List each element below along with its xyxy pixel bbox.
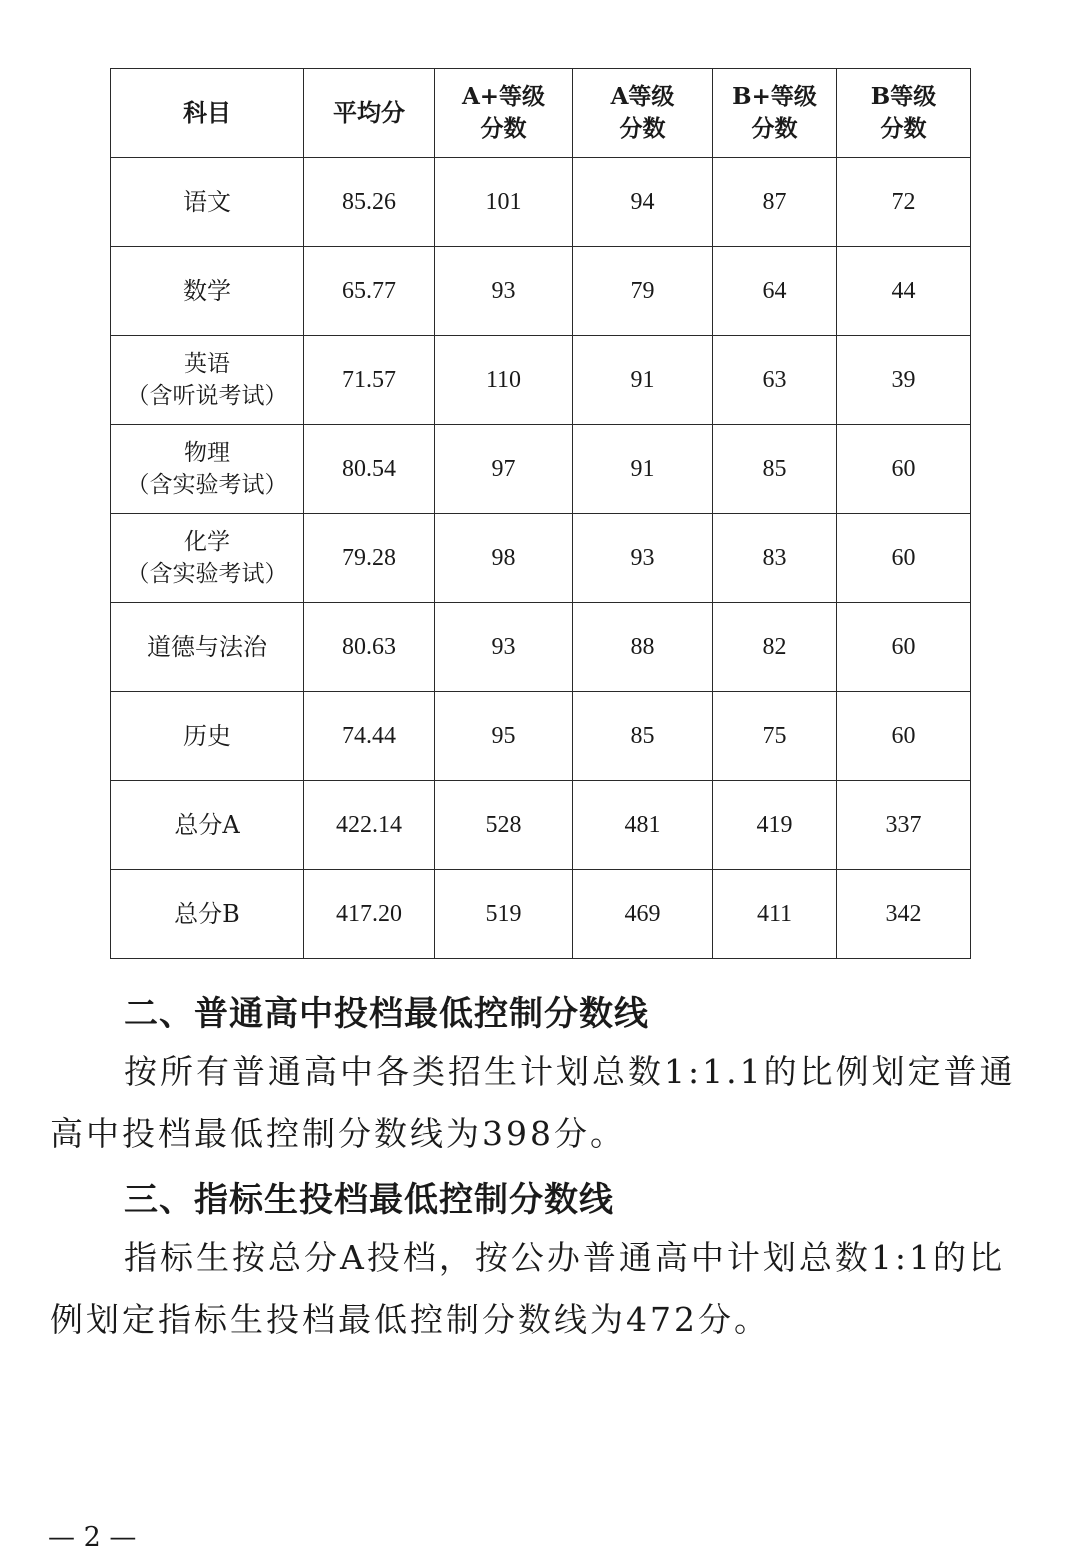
- subject-cell: [111, 158, 304, 247]
- subject-cell: [111, 247, 304, 336]
- header-a: A等级 分数: [573, 69, 713, 158]
- average-cell: 74.44: [304, 692, 435, 781]
- subject-cell: [111, 514, 304, 603]
- average-cell: 80.54: [304, 425, 435, 514]
- header-b-plus: B+等级 分数: [713, 69, 837, 158]
- b-cell: 39: [837, 336, 971, 425]
- average-cell: 71.57: [304, 336, 435, 425]
- b-plus-cell: 63: [713, 336, 837, 425]
- subject-note: （含实验考试）: [126, 561, 288, 587]
- table-header-row: [111, 69, 971, 158]
- average-cell: 422.14: [304, 781, 435, 870]
- table-row: [111, 514, 971, 603]
- b-cell: 60: [837, 425, 971, 514]
- average-cell: 79.28: [304, 514, 435, 603]
- average-cell: 80.63: [304, 603, 435, 692]
- b-plus-cell: 419: [713, 781, 837, 870]
- a-plus-cell: 98: [435, 514, 573, 603]
- subject-name: 总分A: [174, 811, 240, 839]
- b-cell: 72: [837, 158, 971, 247]
- score-table: [110, 68, 971, 959]
- page-number: — 2 —: [48, 1522, 137, 1553]
- b-plus-cell: 64: [713, 247, 837, 336]
- section-3-body: 指标生按总分A投档，按公办普通高中计划总数1:1的比例划定指标生投档最低控制分数线为472分。: [50, 1238, 1005, 1339]
- header-average: 平均分: [304, 69, 435, 158]
- b-cell: 44: [837, 247, 971, 336]
- section-2-heading: 二、普通高中投档最低控制分数线: [124, 994, 649, 1034]
- average-cell: 417.20: [304, 870, 435, 959]
- subject-name: 英语: [184, 351, 230, 377]
- subject-cell: [111, 692, 304, 781]
- a-cell: 481: [573, 781, 713, 870]
- subject-cell: [111, 870, 304, 959]
- table-row: [111, 692, 971, 781]
- b-cell: 60: [837, 692, 971, 781]
- b-plus-cell: 82: [713, 603, 837, 692]
- b-cell: 342: [837, 870, 971, 959]
- subject-name: 道德与法治: [147, 633, 267, 661]
- b-cell: 60: [837, 514, 971, 603]
- b-plus-cell: 83: [713, 514, 837, 603]
- a-plus-cell: 97: [435, 425, 573, 514]
- a-plus-cell: 93: [435, 247, 573, 336]
- section-3-heading: 三、指标生投档最低控制分数线: [124, 1180, 614, 1220]
- a-cell: 91: [573, 425, 713, 514]
- table-row: [111, 247, 971, 336]
- table-row: [111, 781, 971, 870]
- a-cell: 93: [573, 514, 713, 603]
- table-row: [111, 336, 971, 425]
- subject-name: 数学: [183, 277, 231, 305]
- subject-note: （含听说考试）: [126, 383, 288, 409]
- a-cell: 85: [573, 692, 713, 781]
- table-row: [111, 603, 971, 692]
- subject-name: 总分B: [174, 900, 240, 928]
- table-row: [111, 870, 971, 959]
- header-b: B等级 分数: [837, 69, 971, 158]
- subject-cell: [111, 603, 304, 692]
- subject-cell: [111, 336, 304, 425]
- section-2-body: 按所有普通高中各类招生计划总数1:1.1的比例划定普通高中投档最低控制分数线为398分。: [50, 1052, 1016, 1153]
- subject-note: （含实验考试）: [126, 472, 288, 498]
- b-cell: 60: [837, 603, 971, 692]
- a-cell: 91: [573, 336, 713, 425]
- table-body: [111, 158, 971, 959]
- a-plus-cell: 101: [435, 158, 573, 247]
- table-row: [111, 158, 971, 247]
- b-cell: 337: [837, 781, 971, 870]
- b-plus-cell: 411: [713, 870, 837, 959]
- average-cell: 65.77: [304, 247, 435, 336]
- subject-cell: [111, 425, 304, 514]
- b-plus-cell: 85: [713, 425, 837, 514]
- a-cell: 94: [573, 158, 713, 247]
- header-subject: 科目: [111, 69, 304, 158]
- subject-name: 语文: [183, 188, 231, 216]
- header-a-plus: A+等级 分数: [435, 69, 573, 158]
- a-plus-cell: 95: [435, 692, 573, 781]
- a-plus-cell: 528: [435, 781, 573, 870]
- b-plus-cell: 87: [713, 158, 837, 247]
- subject-name: 化学: [184, 529, 230, 555]
- table-row: [111, 425, 971, 514]
- subject-name: 历史: [183, 722, 231, 750]
- average-cell: 85.26: [304, 158, 435, 247]
- a-cell: 469: [573, 870, 713, 959]
- a-cell: 88: [573, 603, 713, 692]
- a-cell: 79: [573, 247, 713, 336]
- a-plus-cell: 110: [435, 336, 573, 425]
- subject-name: 物理: [184, 440, 230, 466]
- b-plus-cell: 75: [713, 692, 837, 781]
- subject-cell: [111, 781, 304, 870]
- a-plus-cell: 519: [435, 870, 573, 959]
- a-plus-cell: 93: [435, 603, 573, 692]
